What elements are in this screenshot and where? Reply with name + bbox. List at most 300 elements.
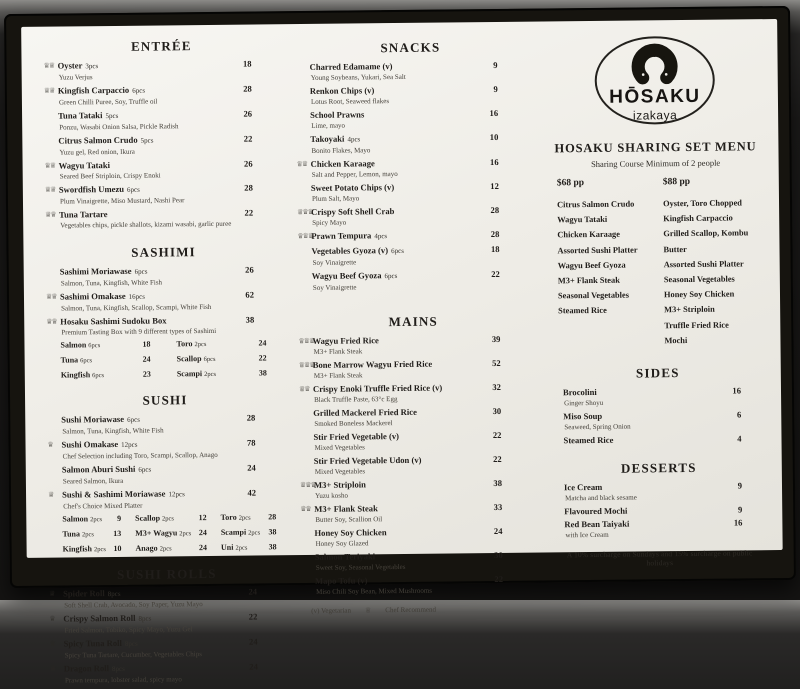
menu-item-qty: 6pcs bbox=[127, 415, 140, 426]
menu-item-price: 42 bbox=[236, 488, 256, 499]
alacarte-price: 24 bbox=[258, 338, 266, 348]
section-sushi-rolls bbox=[49, 560, 286, 688]
menu-item-qty: 6pcs bbox=[132, 86, 145, 97]
menu-item bbox=[60, 289, 278, 313]
menu-item bbox=[313, 381, 525, 404]
menu-item-desc: M3+ Flank Steak bbox=[313, 369, 525, 380]
menu-item-price: 33 bbox=[482, 501, 502, 512]
menu-item-price: 9 bbox=[722, 480, 742, 491]
menu-item-desc: Mixed Vegetables bbox=[314, 441, 526, 452]
menu-item-name: Hosaku Sashimi Sudoku Box bbox=[60, 315, 166, 327]
sashimi-alacarte-grid bbox=[46, 338, 282, 381]
menu-board-frame bbox=[4, 6, 796, 588]
hosaku-logo bbox=[594, 36, 715, 125]
menu-item bbox=[60, 314, 278, 337]
alacarte-price: 38 bbox=[269, 542, 277, 552]
alacarte-item bbox=[221, 512, 285, 524]
menu-item-desc: Miso Chili Soy Bean, Mixed Mushrooms bbox=[315, 585, 527, 596]
menu-item-name: Renkon Chips (v) bbox=[310, 85, 375, 96]
snacks-items bbox=[296, 60, 528, 292]
menu-item-name: Chicken Karaage bbox=[311, 158, 375, 169]
alacarte-price: 9 bbox=[117, 514, 121, 524]
menu-item-price: 28 bbox=[235, 413, 255, 424]
set-menu-item: Wagyu Beef Gyoza bbox=[558, 257, 656, 273]
alacarte-item bbox=[135, 543, 215, 555]
menu-item bbox=[310, 84, 522, 107]
menu-item-price: 16 bbox=[478, 108, 498, 119]
menu-item-name: Tuna Tartare bbox=[59, 209, 108, 220]
menu-item-qty: 3pcs bbox=[85, 61, 98, 72]
section-title-sides: SIDES bbox=[551, 364, 765, 382]
alacarte-name: Tuna bbox=[61, 355, 79, 365]
menu-item-qty: 6pcs bbox=[384, 271, 397, 282]
alacarte-item bbox=[177, 353, 283, 365]
chef-recommend-icon: ♕ bbox=[48, 490, 53, 501]
alacarte-item bbox=[60, 339, 166, 351]
menu-item bbox=[311, 243, 523, 267]
sashimi-items bbox=[46, 264, 283, 337]
menu-item-name: Sashimi Omakase bbox=[60, 291, 126, 302]
set-menu-68 bbox=[557, 177, 657, 349]
menu-item-price: 9 bbox=[478, 84, 498, 95]
menu-item bbox=[63, 586, 281, 610]
alacarte-price: 28 bbox=[268, 512, 276, 522]
alacarte-qty: 2pcs bbox=[162, 514, 174, 524]
set-menu-subtitle: Sharing Course Minimum of 2 people bbox=[549, 157, 763, 169]
menu-item bbox=[64, 636, 282, 660]
alacarte-item bbox=[61, 369, 167, 381]
menu-item-desc: Bonito Flakes, Mayo bbox=[310, 145, 522, 156]
menu-item-desc: Seared Beef Striploin, Crispy Enoki bbox=[59, 170, 277, 181]
section-snacks bbox=[295, 34, 528, 296]
set-menu-item: Honey Soy Chicken bbox=[664, 286, 762, 302]
chef-recommend-icon: ♕♕♕ bbox=[298, 335, 314, 346]
menu-item-desc: Black Truffle Paste, 63°c Egg bbox=[313, 393, 525, 404]
menu-item-price: 28 bbox=[233, 183, 253, 194]
set-menu-68-items bbox=[557, 196, 656, 319]
alacarte-qty: 2pcs bbox=[248, 528, 260, 538]
menu-item-name: Salmon Aburi Sushi bbox=[62, 464, 136, 475]
menu-item bbox=[314, 477, 526, 500]
alacarte-name: Toro bbox=[176, 339, 192, 349]
alacarte-item bbox=[221, 527, 285, 539]
menu-item-qty: 8pcs bbox=[112, 664, 125, 675]
alacarte-price: 38 bbox=[259, 368, 267, 378]
alacarte-name: Salmon bbox=[62, 514, 88, 524]
menu-item bbox=[59, 207, 277, 230]
chef-recommend-icon: ♕♕♕ bbox=[297, 207, 313, 218]
alacarte-qty: 2pcs bbox=[179, 529, 191, 539]
menu-item-desc: Ponzu, Wasabi Onion Salsa, Pickle Radish bbox=[58, 121, 276, 132]
menu-item bbox=[59, 158, 277, 181]
chef-recommend-icon: ♕♕ bbox=[44, 86, 55, 97]
menu-item bbox=[564, 517, 766, 540]
section-mains bbox=[298, 300, 531, 599]
menu-item bbox=[315, 549, 527, 572]
menu-item-price: 32 bbox=[481, 381, 501, 392]
menu-item bbox=[313, 405, 525, 428]
alacarte-item bbox=[61, 354, 167, 366]
menu-item bbox=[62, 462, 280, 486]
horseshoe-icon bbox=[626, 38, 682, 85]
alacarte-item bbox=[135, 528, 215, 540]
menu-item-name: Spider Roll bbox=[63, 588, 105, 599]
set-menu-88-items bbox=[663, 195, 763, 348]
set-menu-title: HOSAKU SHARING SET MENU bbox=[548, 139, 762, 156]
menu-item-price: 78 bbox=[235, 438, 255, 449]
menu-item-desc: Salmon, Tuna, Kingfish, White Fish bbox=[60, 277, 278, 288]
menu-item bbox=[311, 181, 523, 204]
menu-item-desc: Spicy Mayo bbox=[311, 217, 523, 228]
alacarte-item bbox=[62, 529, 129, 541]
menu-item-price: 62 bbox=[234, 290, 254, 301]
chef-recommend-icon: ♕♕ bbox=[300, 503, 311, 514]
menu-item-desc: Smoked Boneless Mackerel bbox=[313, 417, 525, 428]
menu-item-name: Citrus Salmon Crudo bbox=[58, 135, 137, 146]
menu-item-name: Sushi Moriawase bbox=[61, 414, 124, 425]
menu-item bbox=[315, 573, 527, 596]
menu-item-price: 10 bbox=[478, 132, 498, 143]
menu-item-name: Stir Fried Vegetable Udon (v) bbox=[314, 454, 422, 466]
menu-item-qty: 4pcs bbox=[347, 134, 360, 145]
alacarte-price: 23 bbox=[143, 370, 151, 380]
section-entree bbox=[43, 32, 281, 233]
menu-item-name: Tuna Tataki bbox=[58, 110, 102, 121]
set-menu-item: Truffle Fried Rice bbox=[664, 317, 762, 333]
menu-item-desc: Green Chilli Puree, Soy, Truffle oil bbox=[58, 96, 276, 107]
menu-item-name: Charred Edamame (v) bbox=[310, 61, 393, 72]
menu-item-desc: Butter Soy, Scallion Oil bbox=[314, 513, 526, 524]
menu-item bbox=[58, 83, 276, 107]
menu-item-price: 52 bbox=[481, 357, 501, 368]
menu-item-name: Steamed Rice bbox=[563, 435, 613, 446]
set-menu-item: Mochi bbox=[664, 332, 762, 348]
menu-paper bbox=[21, 19, 783, 558]
alacarte-name: Anago bbox=[135, 544, 157, 554]
menu-item-price: 26 bbox=[232, 109, 252, 120]
menu-item-price: 18 bbox=[479, 243, 499, 254]
menu-item bbox=[312, 333, 524, 356]
menu-item bbox=[313, 429, 525, 452]
menu-item-name: Honey Soy Chicken bbox=[314, 527, 386, 538]
menu-item-price: 9 bbox=[722, 504, 742, 515]
set-menu-item: Citrus Salmon Crudo bbox=[557, 196, 655, 212]
alacarte-price: 24 bbox=[143, 355, 151, 365]
menu-item-price: 30 bbox=[481, 405, 501, 416]
menu-item-desc: Salt and Pepper, Lemon, mayo bbox=[311, 169, 523, 180]
menu-item-name: M3+ Flank Steak bbox=[314, 503, 378, 514]
menu-item-desc: Seaweed, Spring Onion bbox=[563, 421, 765, 432]
menu-item-price: 38 bbox=[234, 315, 254, 326]
menu-item-name: Spicy Tuna Roll bbox=[64, 638, 122, 649]
section-title-mains: MAINS bbox=[298, 312, 528, 330]
alacarte-name: Scampi bbox=[221, 528, 246, 538]
menu-item-desc: Soy Vinaigrette bbox=[312, 256, 524, 267]
menu-item-name: Crispy Soft Shell Crab bbox=[311, 206, 394, 217]
menu-item bbox=[61, 437, 279, 461]
set-menu-item: Assorted Sushi Platter bbox=[664, 256, 762, 272]
menu-item-price: 24 bbox=[238, 637, 258, 648]
menu-item-name: Salmon Teriyaki bbox=[315, 551, 376, 562]
section-title-entree: ENTRÉE bbox=[43, 37, 279, 55]
alacarte-item bbox=[62, 514, 129, 526]
menu-item-qty: 5pcs bbox=[105, 111, 118, 122]
section-title-sashimi: SASHIMI bbox=[45, 243, 281, 261]
menu-item-price: 24 bbox=[236, 463, 256, 474]
surcharge-note: A 10% surcharge on Sundays and 15% surcharge on public holidays bbox=[553, 548, 767, 570]
menu-item-qty: 12pcs bbox=[168, 489, 184, 500]
set-menu-item: Oyster, Toro Chopped bbox=[663, 195, 761, 211]
mains-items bbox=[298, 333, 531, 596]
menu-item-name: Kingfish Carpaccio bbox=[58, 85, 129, 96]
menu-item bbox=[314, 453, 526, 476]
menu-item-desc: Fried Salmon, Tobiko, Spicy Mayo, Yuzu Gel bbox=[63, 624, 281, 635]
alacarte-name: Kingfish bbox=[61, 370, 90, 380]
menu-item-name: Dragon Roll bbox=[64, 663, 109, 674]
section-set-menu bbox=[548, 135, 764, 349]
menu-item bbox=[311, 205, 523, 228]
alacarte-name: Tuna bbox=[62, 529, 80, 539]
menu-item-desc: Vegetables chips, pickle shallots, kizami wasabi, garlic puree bbox=[59, 219, 277, 230]
menu-item-desc: Seared Salmon, Ikura bbox=[62, 475, 280, 486]
set-menu-price-68: $68 pp bbox=[557, 177, 655, 188]
menu-item-qty: 8pcs bbox=[125, 639, 138, 650]
alacarte-qty: 2pcs bbox=[90, 515, 102, 525]
menu-item-qty: 12pcs bbox=[121, 440, 137, 451]
menu-item-price: 9 bbox=[478, 60, 498, 71]
menu-item-qty: 6pcs bbox=[127, 185, 140, 196]
set-menu-item: Grilled Scallop, Kombu Butter bbox=[663, 226, 761, 257]
desserts-items bbox=[552, 480, 767, 540]
menu-item-desc: Salmon, Tuna, Kingfish, White Fish bbox=[61, 425, 279, 436]
menu-item-qty: 6pcs bbox=[135, 267, 148, 278]
set-menu-item: M3+ Flank Steak bbox=[558, 272, 656, 288]
menu-item-price: 28 bbox=[232, 84, 252, 95]
menu-item-price: 22 bbox=[480, 268, 500, 279]
logo-subtitle: izakaya bbox=[633, 108, 677, 122]
menu-item-name: Miso Soup bbox=[563, 411, 602, 422]
alacarte-price: 13 bbox=[113, 529, 121, 539]
column-right bbox=[541, 27, 766, 548]
menu-item bbox=[311, 229, 523, 243]
menu-item-desc: Chef's Choice Mixed Platter bbox=[62, 500, 280, 511]
menu-item-price: 28 bbox=[479, 229, 499, 240]
chef-recommend-icon: ♕ bbox=[49, 589, 54, 600]
menu-item-name: Sushi Omakase bbox=[61, 439, 118, 450]
menu-item-desc: with Ice Cream bbox=[564, 529, 766, 540]
menu-item-qty: 16pcs bbox=[129, 292, 145, 303]
sides-items bbox=[551, 385, 766, 446]
menu-item bbox=[310, 60, 522, 83]
alacarte-name: Kingfish bbox=[63, 544, 92, 554]
menu-item-desc: Ginger Shoyu bbox=[563, 397, 765, 408]
menu-item bbox=[62, 487, 280, 511]
alacarte-qty: 2pcs bbox=[235, 544, 247, 554]
menu-item-price: 12 bbox=[479, 181, 499, 192]
menu-item-name: Bone Marrow Wagyu Fried Rice bbox=[313, 358, 433, 370]
alacarte-qty: 2pcs bbox=[204, 370, 216, 380]
alacarte-name: Salmon bbox=[60, 340, 86, 350]
menu-item-desc: Soy Vinaigrette bbox=[312, 281, 524, 292]
menu-item-name: Stir Fried Vegetable (v) bbox=[313, 431, 399, 442]
menu-item-desc: Honey Soy Glazed bbox=[315, 537, 527, 548]
menu-item-price: 16 bbox=[479, 157, 499, 168]
menu-item bbox=[314, 525, 526, 548]
set-menu-price-88: $88 pp bbox=[663, 176, 761, 187]
alacarte-price: 12 bbox=[199, 513, 207, 523]
section-title-sushi: SUSHI bbox=[47, 391, 283, 409]
menu-item-desc: M3+ Flank Steak bbox=[313, 345, 525, 356]
set-menu-item: Steamed Rice bbox=[558, 303, 656, 319]
logo-name: HŌSAKU bbox=[609, 86, 701, 109]
chef-recommend-icon: ♕ bbox=[365, 606, 371, 614]
alacarte-name: Scampi bbox=[177, 369, 202, 379]
menu-item-qty: 6pcs bbox=[391, 245, 404, 256]
menu-footnote bbox=[301, 604, 531, 615]
alacarte-qty: 2pcs bbox=[194, 340, 206, 350]
menu-item-price: 39 bbox=[480, 333, 500, 344]
menu-item bbox=[563, 409, 765, 432]
alacarte-item bbox=[221, 542, 285, 554]
menu-item-name: Sushi & Sashimi Moriawase bbox=[62, 488, 165, 500]
chef-recommend-icon: ♕♕ bbox=[44, 61, 55, 72]
chef-recommend-icon: ♕♕♕ bbox=[297, 231, 313, 242]
chef-recommend-note: Chef Recommend bbox=[385, 605, 436, 614]
alacarte-item bbox=[63, 544, 130, 556]
menu-item-name: Takoyaki bbox=[310, 134, 344, 145]
alacarte-qty: 6pcs bbox=[88, 341, 100, 351]
menu-item-desc: Yuzu kosho bbox=[314, 489, 526, 500]
alacarte-name: Uni bbox=[221, 543, 234, 553]
menu-item-name: Swordfish Umezu bbox=[59, 184, 124, 195]
menu-item bbox=[58, 58, 276, 82]
menu-item bbox=[63, 611, 281, 635]
sushi-items bbox=[47, 412, 284, 511]
menu-item bbox=[58, 108, 276, 132]
section-sides bbox=[551, 354, 766, 449]
menu-item-price: 38 bbox=[482, 477, 502, 488]
menu-item bbox=[313, 357, 525, 380]
sushi-alacarte-grid bbox=[48, 512, 284, 555]
vegetarian-note: (v) Vegetarian bbox=[311, 606, 351, 614]
menu-item-price: 22 bbox=[233, 208, 253, 219]
chef-recommend-icon: ♕ bbox=[50, 639, 55, 650]
chef-recommend-icon: ♕♕ bbox=[45, 185, 56, 196]
menu-item-name: Ice Cream bbox=[564, 481, 602, 492]
alacarte-price: 18 bbox=[142, 340, 150, 350]
menu-item-name: School Prawns bbox=[310, 109, 364, 120]
chef-recommend-icon: ♕♕♕ bbox=[300, 479, 316, 490]
menu-item-name: Mapo Tofu (v) bbox=[315, 575, 368, 586]
alacarte-qty: 2pcs bbox=[82, 530, 94, 540]
alacarte-qty: 2pcs bbox=[239, 514, 251, 524]
menu-item-price: 22 bbox=[482, 453, 502, 464]
alacarte-qty: 6pcs bbox=[80, 356, 92, 366]
menu-item-name: Sashimi Moriawase bbox=[60, 266, 132, 277]
menu-item bbox=[564, 504, 766, 517]
menu-item-name: Prawn Tempura bbox=[311, 230, 371, 241]
menu-item-desc: Soft Shell Crab, Avocado, Soy Paper, Yuzu Mayo bbox=[63, 599, 281, 610]
menu-item-qty: 4pcs bbox=[374, 231, 387, 242]
set-menu-item: Seasonal Vegetables bbox=[558, 288, 656, 304]
alacarte-item bbox=[177, 368, 283, 380]
alacarte-qty: 6pcs bbox=[204, 355, 216, 365]
set-menu-88 bbox=[663, 176, 763, 348]
menu-item-desc: Young Soybeans, Yukari, Sea Salt bbox=[310, 72, 522, 83]
menu-item-desc: Matcha and black sesame bbox=[564, 492, 766, 503]
section-title-sushi-rolls: SUSHI ROLLS bbox=[49, 565, 285, 583]
set-menu-item: M3+ Striploin bbox=[664, 302, 762, 318]
chef-recommend-icon: ♕♕♕ bbox=[299, 359, 315, 370]
set-menu-item: Seasonal Vegetables bbox=[664, 271, 762, 287]
menu-item-name: Oyster bbox=[58, 60, 83, 71]
chef-recommend-icon: ♕♕ bbox=[46, 317, 57, 328]
menu-item-qty: 6pcs bbox=[138, 465, 151, 476]
menu-item-name: Brocolini bbox=[563, 387, 597, 398]
menu-item-desc: Yuzu Verjus bbox=[58, 71, 276, 82]
alacarte-qty: 2pcs bbox=[160, 544, 172, 554]
menu-item-desc: Premium Tasting Box with 9 different types of Sashimi bbox=[60, 326, 278, 337]
menu-item bbox=[61, 412, 279, 436]
menu-item-name: Sweet Potato Chips (v) bbox=[311, 182, 394, 193]
menu-item-desc: Sweet Soy, Seasonal Vegetables bbox=[315, 561, 527, 572]
section-title-desserts: DESSERTS bbox=[552, 459, 766, 477]
menu-item bbox=[60, 264, 278, 288]
menu-item-desc: Salmon, Tuna, Kingfish, Scallop, Scampi, White Fish bbox=[60, 302, 278, 313]
menu-item-price: 24 bbox=[237, 587, 257, 598]
menu-item-name: Crispy Enoki Truffle Fried Rice (v) bbox=[313, 382, 442, 394]
alacarte-price: 22 bbox=[259, 353, 267, 363]
entree-items bbox=[44, 58, 282, 230]
menu-item-qty: 5pcs bbox=[141, 136, 154, 147]
menu-item-name: Red Bean Taiyaki bbox=[564, 519, 629, 530]
sushi-rolls-items bbox=[49, 586, 286, 685]
menu-item bbox=[563, 385, 765, 408]
alacarte-name: Scallop bbox=[135, 514, 160, 524]
menu-item-name: M3+ Striploin bbox=[314, 479, 366, 490]
chef-recommend-icon: ♕ bbox=[50, 664, 55, 675]
section-title-snacks: SNACKS bbox=[295, 39, 525, 57]
menu-item bbox=[312, 268, 524, 292]
column-middle bbox=[295, 30, 530, 551]
menu-item-price: 22 bbox=[483, 573, 503, 584]
chef-recommend-icon: ♕♕ bbox=[45, 210, 56, 221]
menu-item-price: 22 bbox=[237, 612, 257, 623]
menu-item-qty: 8pcs bbox=[138, 614, 151, 625]
alacarte-price: 24 bbox=[199, 543, 207, 553]
menu-item bbox=[310, 132, 522, 156]
alacarte-qty: 2pcs bbox=[94, 545, 106, 555]
menu-item-name: Grilled Mackerel Fried Rice bbox=[313, 406, 417, 418]
menu-item-name: Wagyu Beef Gyoza bbox=[312, 270, 382, 281]
menu-item-desc: Spicy Tuna Tartare, Cucumber, Vegetables Chips bbox=[64, 649, 282, 660]
section-sashimi bbox=[45, 238, 282, 381]
section-sushi bbox=[47, 386, 285, 555]
chef-recommend-icon: ♕♕ bbox=[46, 292, 57, 303]
menu-item-name: Crispy Salmon Roll bbox=[63, 613, 135, 624]
menu-item-desc: Plum Salt, Mayo bbox=[311, 193, 523, 204]
menu-item-price: 22 bbox=[481, 429, 501, 440]
menu-item-price: 6 bbox=[721, 409, 741, 420]
menu-item-price: 18 bbox=[231, 59, 251, 70]
column-left bbox=[43, 32, 284, 553]
menu-item-desc: Plum Vinaigrette, Miso Mustard, Nashi Pear bbox=[59, 195, 277, 206]
alacarte-price: 38 bbox=[268, 527, 276, 537]
menu-item bbox=[59, 182, 277, 206]
menu-item bbox=[310, 108, 522, 131]
menu-item-name: Wagyu Fried Rice bbox=[312, 335, 378, 346]
menu-item-name: Vegetables Gyoza (v) bbox=[311, 245, 388, 256]
